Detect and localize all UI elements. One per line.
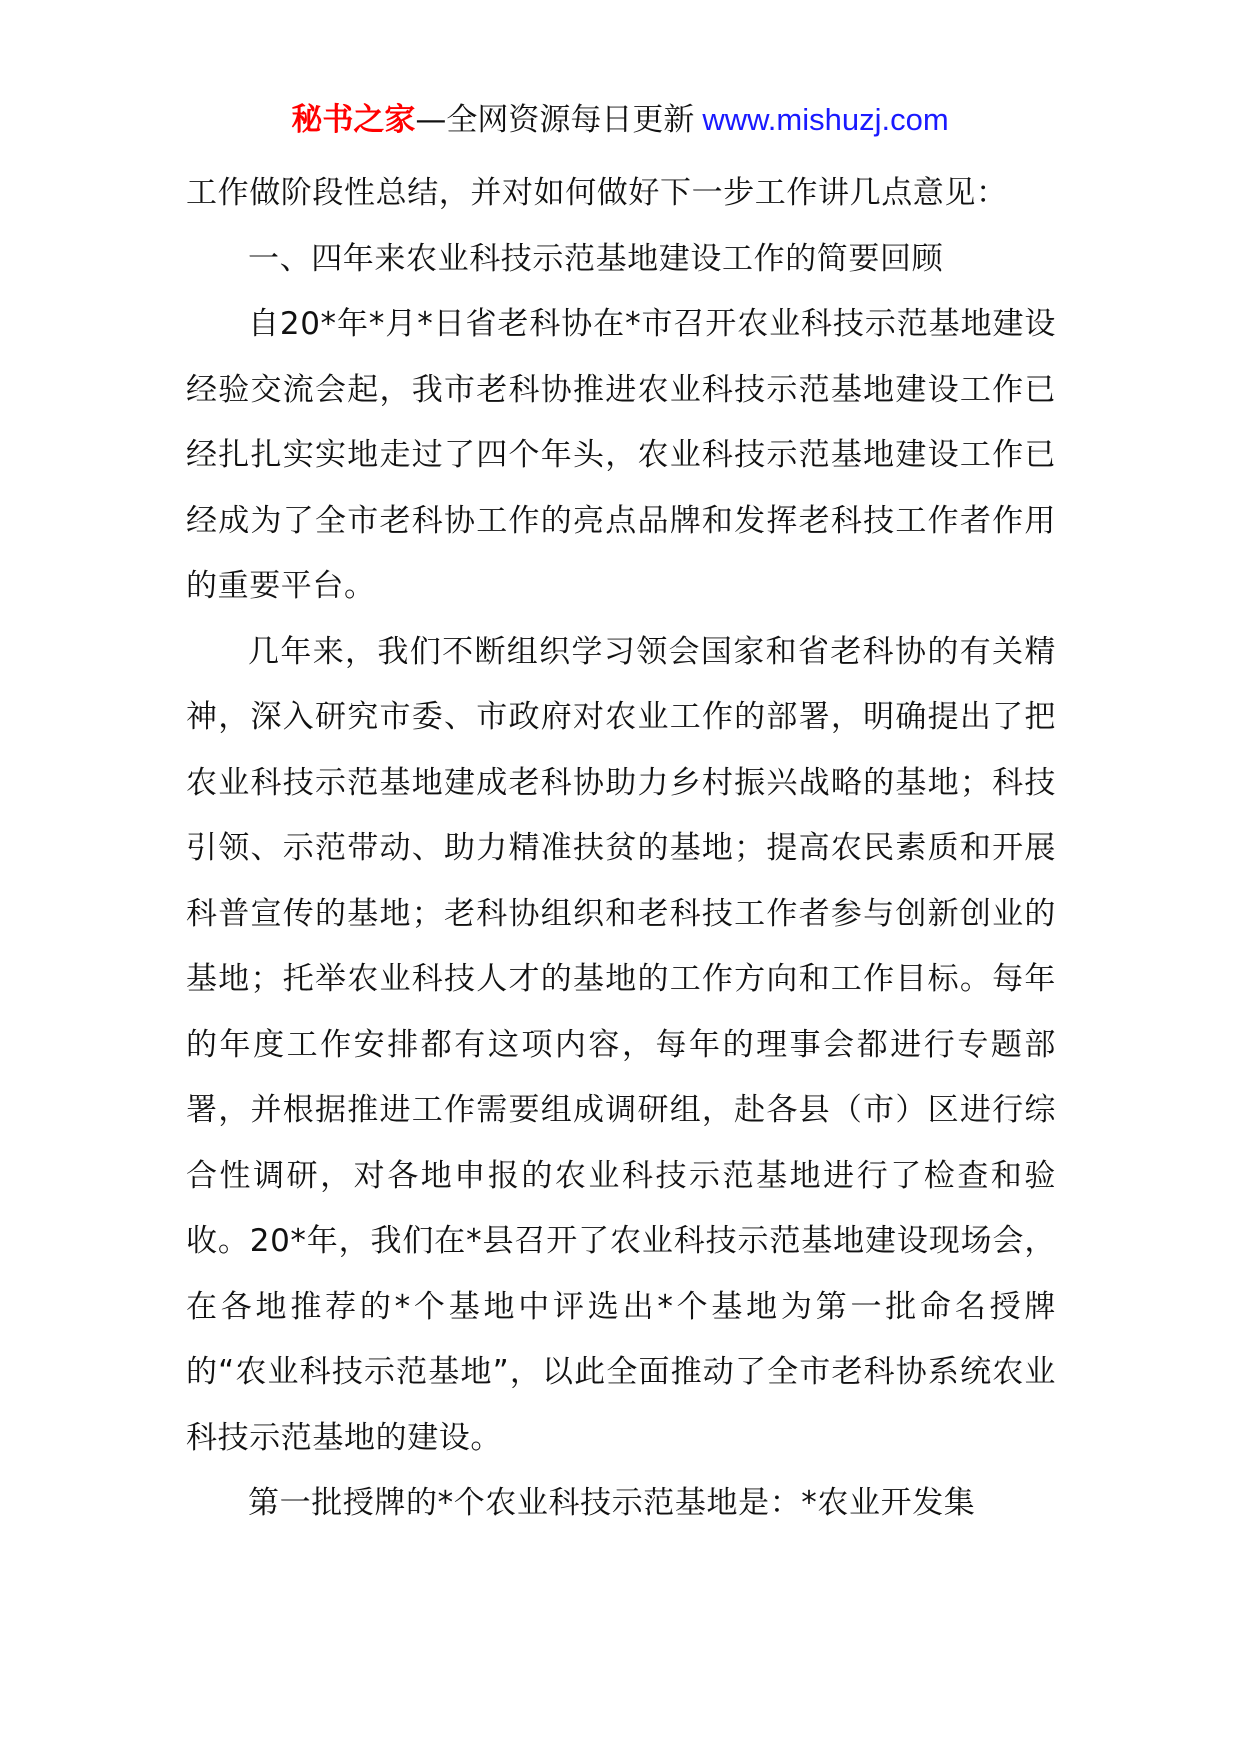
paragraph: 几年来，我们不断组织学习领会国家和省老科协的有关精神，深入研究市委、市政府对农业工作的部署，明确提出了把农业科技示范基地建成老科协助力乡村振兴战略的基地；科技引领、示范带动、助力精准扶贫的基地；提高农民素质和开展科普宣传的基地；老科协组织和老科技工作者参与创新创业的基地；托举农业科技人才的基地的工作方向和工作目标。每年的年度工作安排都有这项内容，每年的理事会都进行专题部署，并根据推进工作需要组成调研组，赴各县（市）区进行综合性调研，对各地申报的农业科技示范基地进行了检查和验收。20*年，我们在*县召开了农业科技示范基地建设现场会，在各地推荐的*个基地中评选出*个基地为第一批命名授牌的“农业科技示范基地”，以此全面推动了全市老科协系统农业科技示范基地的建设。	[186, 633, 1056, 1456]
site-header-banner	[0, 98, 1240, 142]
paragraph-continuation: 工作做阶段性总结，并对如何做好下一步工作讲几点意见：	[186, 175, 1008, 211]
site-url-link[interactable]: www.mishuzj.com	[702, 102, 949, 137]
site-brand-name: 秘书之家	[291, 102, 416, 138]
paragraph: 自20*年*月*日省老科协在*市召开农业科技示范基地建设经验交流会起，我市老科协推进农业科技示范基地建设工作已经扎扎实实地走过了四个年头，农业科技示范基地建设工作已经成为了全市老科协工作的亮点品牌和发挥老科技工作者作用的重要平台。	[186, 306, 1056, 604]
document-body	[186, 161, 1056, 1537]
site-tagline: —全网资源每日更新	[415, 102, 695, 138]
section-heading: 一、四年来农业科技示范基地建设工作的简要回顾	[248, 240, 944, 277]
paragraph: 第一批授牌的*个农业科技示范基地是：*农业开发集	[248, 1485, 976, 1521]
